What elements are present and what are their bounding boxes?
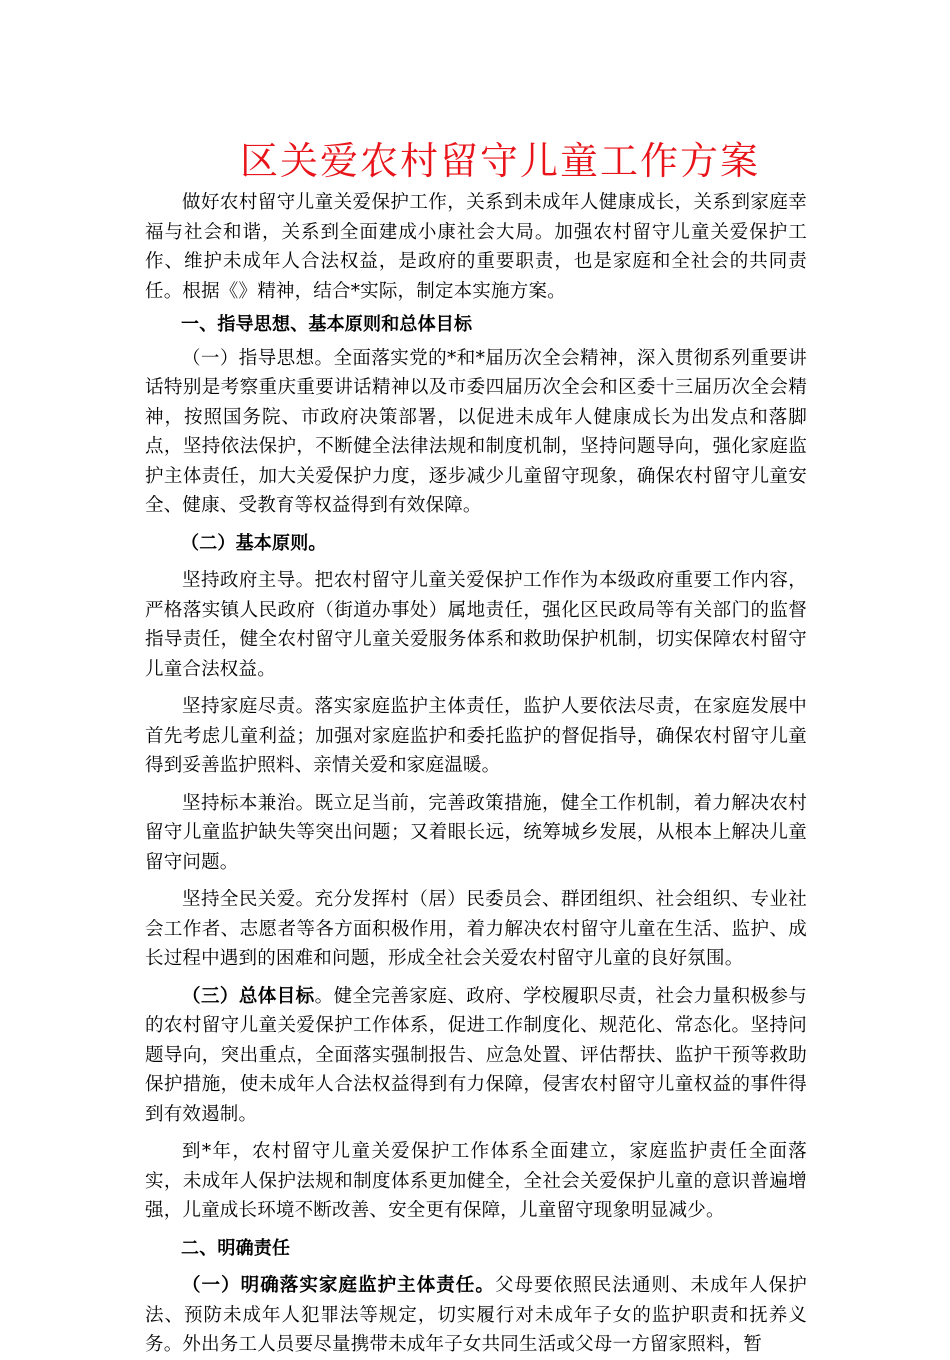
target-paragraph: 到*年，农村留守儿童关爱保护工作体系全面建立，家庭监护责任全面落实，未成年人保护法规和制度体系更加健全，全社会关爱保护儿童的意识普遍增强，儿童成长环境不断改善、安全更有保障，儿童留守现象明显减少。: [145, 1141, 807, 1221]
principles-heading: （二）基本原则。: [181, 532, 327, 554]
family-guardianship-paragraph: [145, 1271, 807, 1360]
family-guardianship-label: （一）明确落实家庭监护主体责任。: [182, 1275, 495, 1296]
overall-goal-text: 。健全完善家庭、政府、学校履职尽责，社会力量积极参与的农村留守儿童关爱保护工作体系，促进工作制度化、规范化、常态化。坚持问题导向，突出重点，全面落实强制报告、应急处置、评估帮扶、监护干预等救助保护措施，使未成年人合法权益得到有力保障，侵害农村留守儿童权益的事件得到有效遏制。: [145, 985, 808, 1125]
intro-paragraph: 做好农村留守儿童关爱保护工作，关系到未成年人健康成长，关系到家庭幸福与社会和谐，关系到全面建成小康社会大局。加强农村留守儿童关爱保护工作、维护未成年人合法权益，是政府的重要职责，也是家庭和全社会的共同责任。根据《》精神，结合*实际，制定本实施方案。: [145, 192, 807, 302]
section-heading-2: 二、明确责任: [181, 1237, 291, 1259]
family-guardianship-text: 父母要依照民法通则、未成年人保护法、预防未成年人犯罪法等规定，切实履行对未成年子女的监护职责和抚养义务。外出务工人员要尽量携带未成年子女共同生活或父母一方留家照料，暂: [145, 1275, 808, 1355]
section-heading-1: 一、指导思想、基本原则和总体目标: [181, 314, 473, 335]
overall-goal-label: （三）总体目标: [182, 985, 315, 1007]
principle-family-paragraph: 坚持家庭尽责。落实家庭监护主体责任，监护人要依法尽责，在家庭发展中首先考虑儿童利益；加强对家庭监护和委托监护的督促指导，确保农村留守儿童得到妥善监护照料、亲情关爱和家庭温暖。: [145, 696, 807, 776]
guiding-ideology-paragraph: （一）指导思想。全面落实党的*和*届历次全会精神，深入贯彻系列重要讲话特别是考察重庆重要讲话精神以及市委四届历次全会和区委十三届历次全会精神，按照国务院、市政府决策部署，以促进未成年人健康成长为出发点和落脚点，坚持依法保护，不断健全法律法规和制度机制，坚持问题导向，强化家庭监护主体责任，加大关爱保护力度，逐步减少儿童留守现象，确保农村留守儿童安全、健康、受教育等权益得到有效保障。: [145, 347, 807, 516]
overall-goal-paragraph: [145, 982, 807, 1130]
principle-public-care-paragraph: 坚持全民关爱。充分发挥村（居）民委员会、群团组织、社会组织、专业社会工作者、志愿者等各方面积极作用，着力解决农村留守儿童在生活、监护、成长过程中遇到的困难和问题，形成全社会关爱农村留守儿童的良好氛围。: [145, 889, 807, 969]
principle-root-cause-paragraph: 坚持标本兼治。既立足当前，完善政策措施，健全工作机制，着力解决农村留守儿童监护缺失等突出问题；又着眼长远，统筹城乡发展，从根本上解决儿童留守问题。: [145, 792, 807, 873]
principle-government-paragraph: 坚持政府主导。把农村留守儿童关爱保护工作作为本级政府重要工作内容，严格落实镇人民政府（街道办事处）属地责任，强化区民政局等有关部门的监督指导责任，健全农村留守儿童关爱服务体系和救助保护机制，切实保障农村留守儿童合法权益。: [145, 570, 807, 680]
document-body: [145, 188, 807, 1360]
document-title: 区关爱农村留守儿童工作方案: [239, 139, 760, 183]
